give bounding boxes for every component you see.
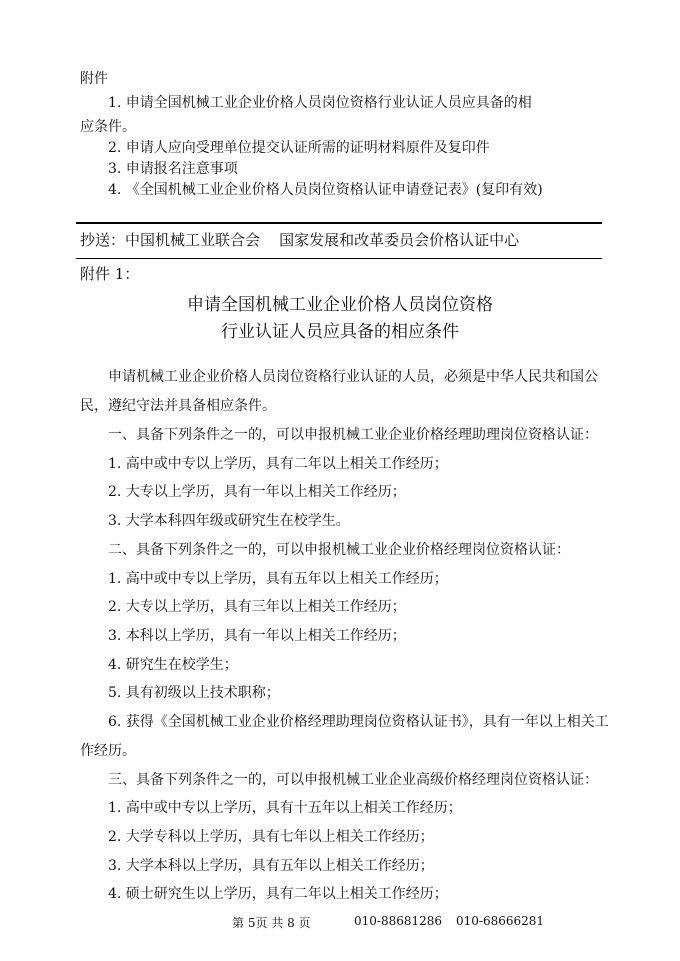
section-3-item-1: 1. 高中或中专以上学历，具有十五年以上相关工作经历； — [108, 800, 462, 816]
section-3-item-2: 2. 大学专科以上学历，具有七年以上相关工作经历； — [108, 829, 434, 845]
cc-bottom-rule — [76, 258, 602, 259]
attachment-item-1: 1. 申请全国机械工业企业价格人员岗位资格行业认证人员应具备的相 — [108, 95, 532, 111]
appendix-title-line-1: 申请全国机械工业企业价格人员岗位资格 — [187, 295, 493, 315]
section-2-item-3: 3. 本科以上学历，具有一年以上相关工作经历； — [108, 628, 406, 644]
section-2-item-6: 6. 获得《全国机械工业企业价格经理助理岗位资格认证书》，具有一年以上相关工 — [108, 714, 609, 730]
cc-label: 抄送： — [80, 231, 126, 249]
attachment-item-1-cont: 应条件。 — [80, 119, 136, 135]
section-1-item-3: 3. 大学本科四年级或研究生在校学生。 — [108, 513, 350, 529]
section-2-item-1: 1. 高中或中专以上学历，具有五年以上相关工作经历； — [108, 571, 448, 587]
cc-top-rule — [76, 222, 602, 224]
attachment-item-2: 2. 申请人应向受理单位提交认证所需的证明材料原件及复印件 — [108, 140, 490, 156]
footer-phone-1: 010-88681286 — [354, 914, 443, 928]
appendix-label: 附件 1： — [80, 265, 140, 283]
section-3-item-4: 4. 硕士研究生以上学历，具有二年以上相关工作经历； — [108, 886, 448, 902]
section-2-item-2: 2. 大专以上学历，具有三年以上相关工作经历； — [108, 599, 406, 615]
attachment-item-3: 3. 申请报名注意事项 — [108, 161, 238, 177]
section-3-heading: 三、具备下列条件之一的，可以申报机械工业企业高级价格经理岗位资格认证： — [108, 772, 598, 788]
attachment-item-4: 4. 《全国机械工业企业价格人员岗位资格认证申请登记表》(复印有效) — [108, 182, 543, 198]
section-3-item-3: 3. 大学本科以上学历，具有五年以上相关工作经历； — [108, 858, 434, 874]
cc-recipients: 中国机械工业联合会 国家发展和改革委员会价格认证中心 — [125, 231, 520, 249]
footer-page-number: 第 5页 共 8 页 — [232, 916, 311, 930]
section-1-item-1: 1. 高中或中专以上学历，具有二年以上相关工作经历； — [108, 456, 448, 472]
section-2-item-5: 5. 具有初级以上技术职称； — [108, 685, 280, 701]
cc-line — [80, 231, 519, 249]
body-paragraph-1: 申请机械工业企业价格人员岗位资格行业认证的人员，必须是中华人民共和国公 — [108, 369, 598, 385]
section-1-heading: 一、具备下列条件之一的，可以申报机械工业企业价格经理助理岗位资格认证： — [108, 427, 598, 443]
section-2-item-6-cont: 作经历。 — [80, 743, 136, 759]
section-2-heading: 二、具备下列条件之一的，可以申报机械工业企业价格经理岗位资格认证： — [108, 542, 570, 558]
body-paragraph-1-cont: 民，遵纪守法并具备相应条件。 — [80, 398, 276, 414]
section-2-item-4: 4. 研究生在校学生； — [108, 657, 238, 673]
attachments-heading: 附件 — [80, 71, 108, 87]
appendix-title-line-2: 行业认证人员应具备的相应条件 — [221, 322, 459, 342]
section-1-item-2: 2. 大专以上学历，具有一年以上相关工作经历； — [108, 484, 406, 500]
footer-phone-2: 010-68666281 — [456, 914, 545, 928]
